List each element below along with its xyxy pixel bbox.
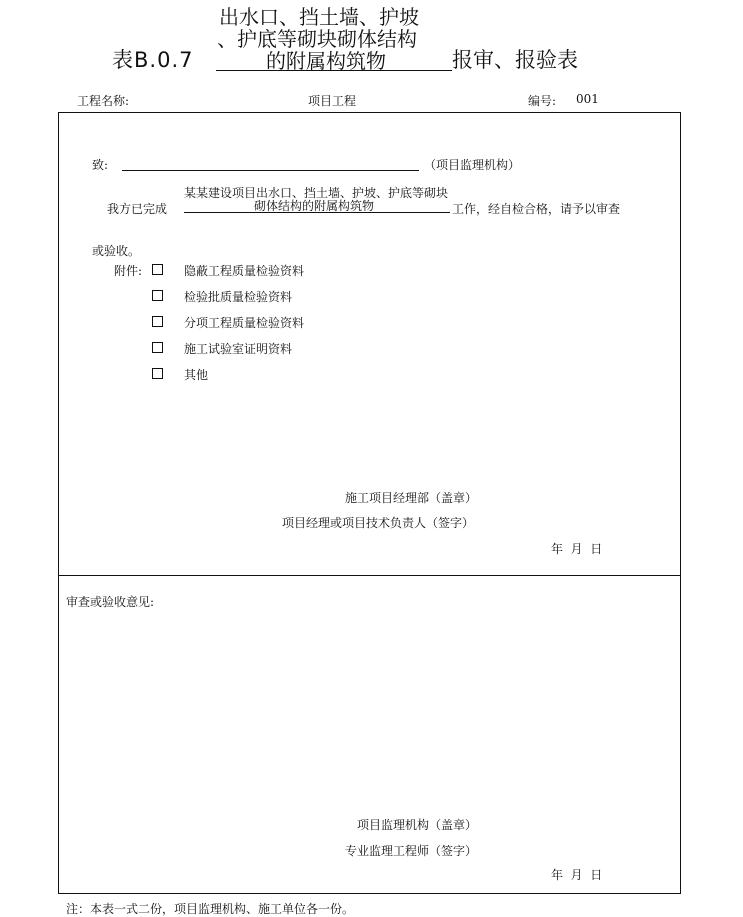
engineer-signature-line: 专业监理工程师（签字） [345, 844, 478, 858]
title-name-line-2: 、护底等砌块砌体结构 [217, 27, 417, 51]
checkbox-attachment-5[interactable] [152, 368, 163, 379]
checkbox-attachment-1[interactable] [152, 264, 163, 275]
attachment-label-1: 隐蔽工程质量检验资料 [184, 264, 305, 278]
report-date: 年 月 日 [551, 542, 603, 556]
work-description [184, 187, 450, 213]
form-number-value: 001 [576, 92, 599, 106]
supervisor-seal-line: 项目监理机构（盖章） [357, 818, 478, 832]
work-underline [184, 212, 450, 213]
review-opinion-label: 审查或验收意见: [66, 595, 155, 609]
title-name-line-1: 出水口、挡土墙、护坡 [219, 5, 419, 29]
attachment-label-5: 其他 [184, 368, 209, 382]
to-suffix: （项目监理机构） [424, 158, 521, 172]
form-title-suffix: 报审、报验表 [452, 48, 578, 72]
form-number: 表B.0.7 [112, 48, 194, 72]
checkbox-attachment-2[interactable] [152, 290, 163, 301]
title-name-line-3: 的附属构筑物 [266, 49, 386, 73]
manager-signature-line: 项目经理或项目技术负责人（签字） [282, 516, 475, 530]
footnote: 注：本表一式二份，项目监理机构、施工单位各一份。 [66, 902, 355, 916]
checkbox-attachment-4[interactable] [152, 342, 163, 353]
project-name-value: 项目工程 [308, 94, 357, 108]
contractor-seal-line: 施工项目经理部（盖章） [345, 491, 478, 505]
after-work-text: 工作，经自检合格，请予以审查 [452, 202, 621, 216]
intro-text: 我方已完成 [107, 202, 168, 216]
attachment-label-2: 检验批质量检验资料 [184, 290, 293, 304]
continuation-text: 或验收。 [92, 244, 141, 258]
form-number-label: 编号: [528, 94, 557, 108]
review-date: 年 月 日 [551, 868, 603, 882]
checkbox-attachment-3[interactable] [152, 316, 163, 327]
attachments-label: 附件: [114, 264, 143, 278]
work-line-2: 砌体结构的附属构筑物 [254, 199, 375, 213]
project-name-label: 工程名称: [77, 94, 130, 108]
attachment-label-4: 施工试验室证明资料 [184, 342, 293, 356]
work-line-1: 某某建设项目出水口、挡土墙、护坡、护底等砌块 [184, 186, 449, 200]
form-title-name [219, 6, 445, 72]
title-underline [216, 70, 452, 71]
attachment-label-3: 分项工程质量检验资料 [184, 316, 305, 330]
to-underline [122, 170, 419, 171]
to-label: 致: [92, 158, 109, 172]
